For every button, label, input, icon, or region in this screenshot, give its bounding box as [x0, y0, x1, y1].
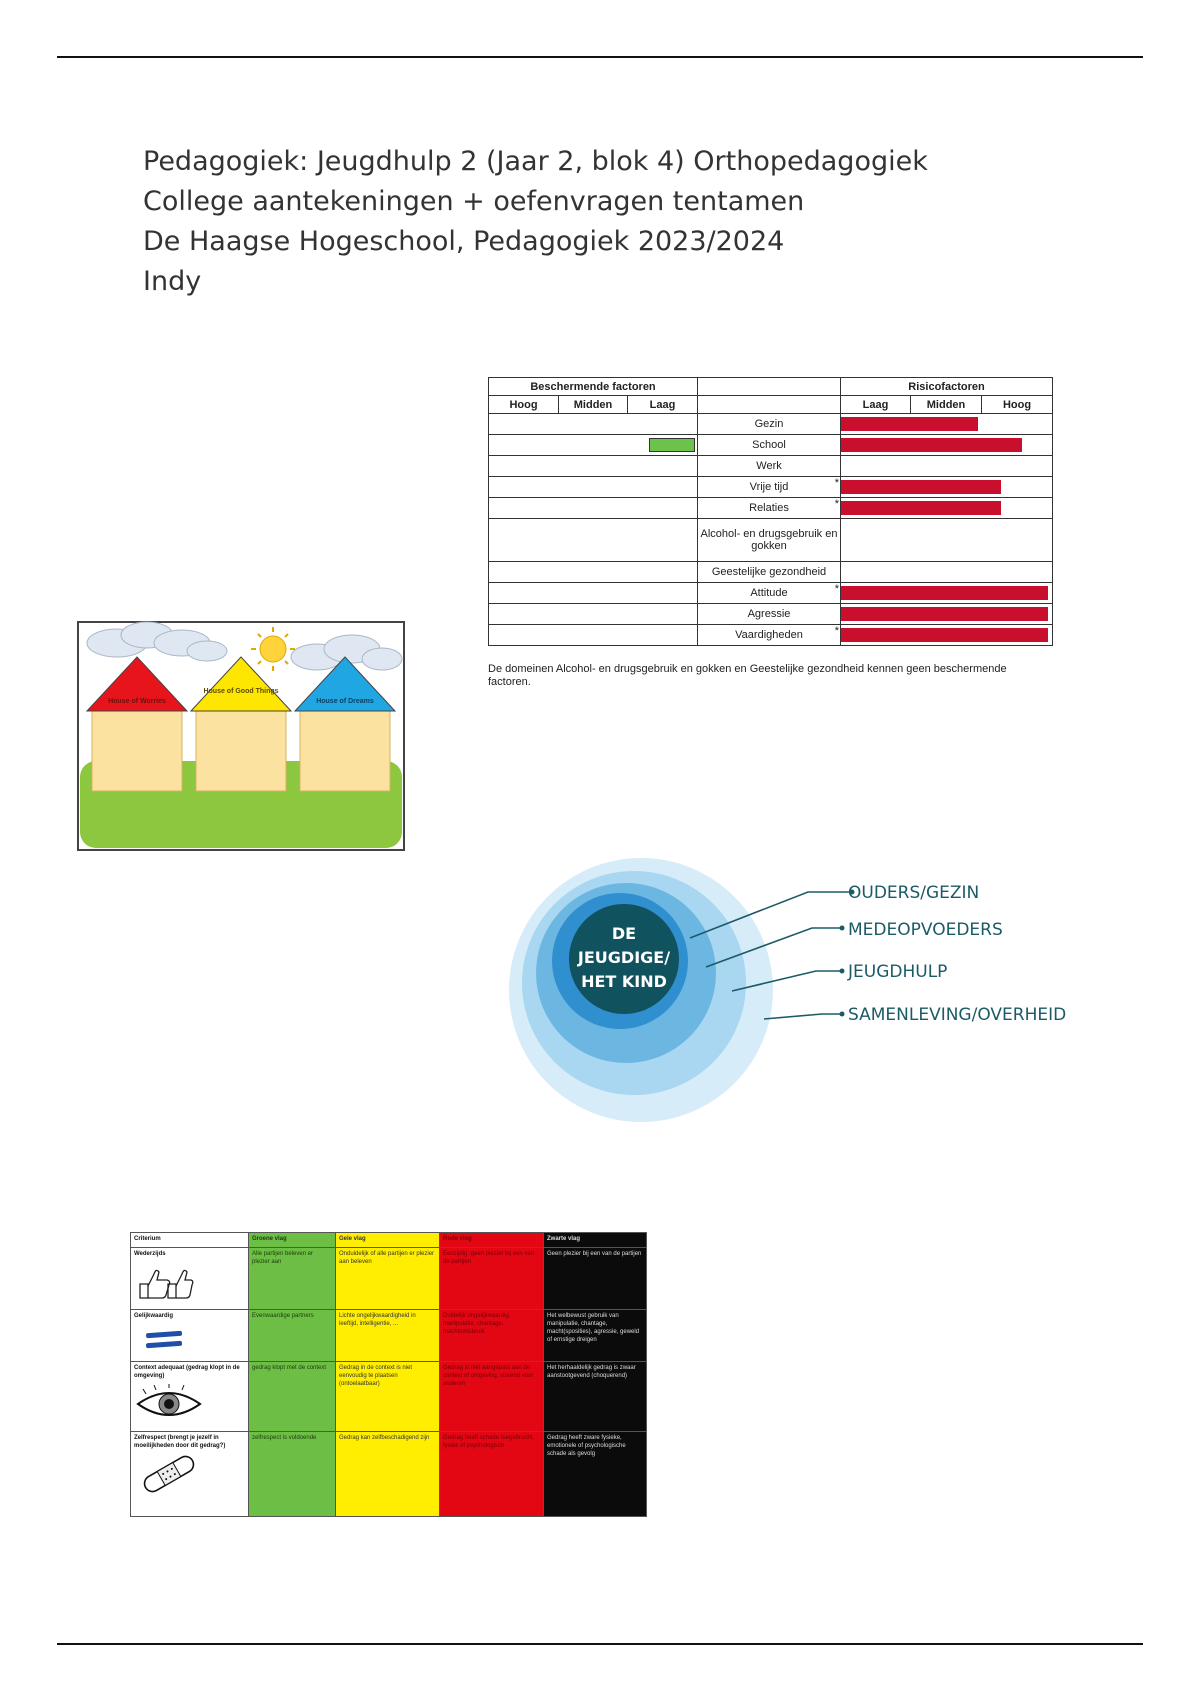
house-label-good-things: House of Good Things [203, 688, 279, 695]
bottom-rule [57, 1643, 1143, 1645]
table-row [131, 1248, 647, 1310]
criterium-label: Gelijkwaardig [134, 1313, 174, 1319]
concentric-circles-diagram [506, 855, 1098, 1125]
header-zwarte-vlag: Zwarte vlag [544, 1233, 647, 1248]
header-rode-vlag: Rode vlag [440, 1233, 544, 1248]
domain-label: Geestelijke gezondheid [698, 562, 841, 583]
protective-cell [489, 562, 698, 583]
protective-level-mid: Midden [559, 396, 628, 414]
protective-cell [489, 456, 698, 477]
protective-cell [489, 498, 698, 519]
criterium-label: Context adequaat (gedrag klopt in de omgeving) [134, 1365, 240, 1379]
protective-level-low: Laag [628, 396, 698, 414]
protective-factors-header: Beschermende factoren [489, 378, 698, 396]
risk-level-low: Laag [841, 396, 911, 414]
zwarte-vlag-cell: Het welbewust gebruik van manipulatie, chantage, macht(sposities), agressie, geweld of ernstige dreigen [544, 1310, 647, 1362]
factor-row [489, 519, 1053, 562]
table-row [131, 1362, 647, 1432]
flag-criteria-table [130, 1232, 646, 1539]
risk-cell [841, 414, 1053, 435]
criterium-cell [131, 1310, 249, 1362]
document-title [143, 142, 928, 302]
gele-vlag-cell: Onduidelijk of alle partijen er plezier aan beleven [336, 1248, 440, 1310]
asterisk-marker: * [834, 498, 839, 510]
factors-footnote: De domeinen Alcohol- en drugsgebruik en gokken en Geestelijke gezondheid kennen geen beschermende factoren. [488, 663, 1007, 688]
top-rule [57, 56, 1143, 58]
risk-bar [841, 501, 1001, 515]
eye-icon [134, 1384, 245, 1427]
domain-label: Gezin [698, 414, 841, 435]
factor-row [489, 477, 1053, 498]
domain-label: Relaties * [698, 498, 841, 519]
center-label-2: JEUGDIGE/ [577, 948, 671, 967]
gele-vlag-cell: Lichte ongelijkwaardigheid in leeftijd, intelligentie, ... [336, 1310, 440, 1362]
groene-vlag-cell: Evenwaardige partners [249, 1310, 336, 1362]
domain-label: Alcohol- en drugsgebruik en gokken [698, 519, 841, 562]
house-label-dreams: House of Dreams [316, 698, 374, 705]
bandage-icon [134, 1454, 245, 1497]
rode-vlag-cell: Gedrag heeft schade toegebracht, fysiek of psychologisch [440, 1432, 544, 1517]
protective-cell [489, 435, 698, 456]
risk-bar [841, 417, 978, 431]
protective-cell [489, 414, 698, 435]
risk-cell [841, 477, 1053, 498]
risk-bar [841, 628, 1048, 642]
protective-cell [489, 477, 698, 498]
label-jeugdhulp: JEUGDHULP [848, 962, 948, 982]
risk-cell [841, 625, 1053, 646]
equals-icon [134, 1324, 245, 1357]
factor-row [489, 583, 1053, 604]
thumbs-up-icon [134, 1262, 245, 1305]
table-row [131, 1310, 647, 1362]
risk-bar [841, 438, 1022, 452]
groene-vlag-cell: gedrag klopt met de context [249, 1362, 336, 1432]
three-houses-illustration [77, 621, 405, 851]
risk-cell [841, 498, 1053, 519]
risk-cell [841, 435, 1053, 456]
criterium-label: Wederzijds [134, 1251, 166, 1257]
protective-cell [489, 625, 698, 646]
domain-label: Vrije tijd * [698, 477, 841, 498]
factor-row [489, 456, 1053, 477]
factor-row [489, 435, 1053, 456]
gele-vlag-cell: Gedrag kan zelfbeschadigend zijn [336, 1432, 440, 1517]
risk-bar [841, 607, 1048, 621]
gele-vlag-cell: Gedrag in de context is niet eenvoudig te plaatsen (ontoelaatbaar) [336, 1362, 440, 1432]
center-label-3: HET KIND [581, 972, 667, 991]
label-ouders-gezin: OUDERS/GEZIN [848, 883, 980, 903]
protective-bar [649, 438, 695, 452]
label-medeopvoeders: MEDEOPVOEDERS [848, 920, 1003, 940]
domain-label: Agressie [698, 604, 841, 625]
risk-bar [841, 480, 1001, 494]
asterisk-marker: * [834, 477, 839, 489]
factors-table [488, 377, 1052, 662]
criterium-cell [131, 1362, 249, 1432]
domain-label: Attitude * [698, 583, 841, 604]
factor-row [489, 414, 1053, 435]
risk-level-mid: Midden [911, 396, 982, 414]
protective-level-high: Hoog [489, 396, 559, 414]
domain-label: Werk [698, 456, 841, 477]
risk-cell [841, 604, 1053, 625]
rode-vlag-cell: Eenzijdig: geen plezier bij een van de partijen [440, 1248, 544, 1310]
risk-factors-header: Risicofactoren [841, 378, 1053, 396]
zwarte-vlag-cell: Het herhaaldelijk gedrag is zwaar aanstootgevend (choquerend) [544, 1362, 647, 1432]
header-groene-vlag: Groene vlag [249, 1233, 336, 1248]
rode-vlag-cell: Gedrag is niet aangepast aan de context of omgeving, storend voor anderen [440, 1362, 544, 1432]
risk-level-high: Hoog [982, 396, 1053, 414]
criterium-cell [131, 1432, 249, 1517]
asterisk-marker: * [834, 583, 839, 595]
risk-cell [841, 583, 1053, 604]
table-row [131, 1432, 647, 1517]
protective-cell [489, 604, 698, 625]
header-criterium: Criterium [131, 1233, 249, 1248]
domain-label: School [698, 435, 841, 456]
domain-label: Vaardigheden * [698, 625, 841, 646]
header-gele-vlag: Gele vlag [336, 1233, 440, 1248]
zwarte-vlag-cell: Geen plezier bij een van de partijen [544, 1248, 647, 1310]
factor-row [489, 562, 1053, 583]
zwarte-vlag-cell: Gedrag heeft zware fysieke, emotionele of psychologische schade als gevolg [544, 1432, 647, 1517]
criterium-label: Zelfrespect (brengt je jezelf in moeilijkheden door dit gedrag?) [134, 1435, 226, 1449]
risk-bar [841, 586, 1048, 600]
factor-row [489, 604, 1053, 625]
risk-cell [841, 562, 1053, 583]
protective-cell [489, 583, 698, 604]
risk-cell [841, 456, 1053, 477]
groene-vlag-cell: Alle partijen beleven er plezier aan [249, 1248, 336, 1310]
rode-vlag-cell: Duidelijk ongelijkwaardig, manipulatie, chantage, machtsmisbruik [440, 1310, 544, 1362]
label-samenleving: SAMENLEVING/OVERHEID [848, 1005, 1067, 1025]
center-label-1: DE [611, 924, 637, 943]
asterisk-marker: * [834, 625, 839, 637]
criterium-cell [131, 1248, 249, 1310]
risk-cell [841, 519, 1053, 562]
title-line-2: College aantekeningen + oefenvragen tentamen [143, 186, 805, 217]
house-label-worries: House of Worries [108, 698, 166, 705]
groene-vlag-cell: zelfrespect is voldoende [249, 1432, 336, 1517]
factor-row [489, 498, 1053, 519]
protective-cell [489, 519, 698, 562]
factor-row [489, 625, 1053, 646]
title-line-3: De Haagse Hogeschool, Pedagogiek 2023/2024 [143, 226, 785, 257]
title-line-4: Indy [143, 266, 202, 297]
title-line-1: Pedagogiek: Jeugdhulp 2 (Jaar 2, blok 4) Orthopedagogiek [143, 146, 928, 177]
